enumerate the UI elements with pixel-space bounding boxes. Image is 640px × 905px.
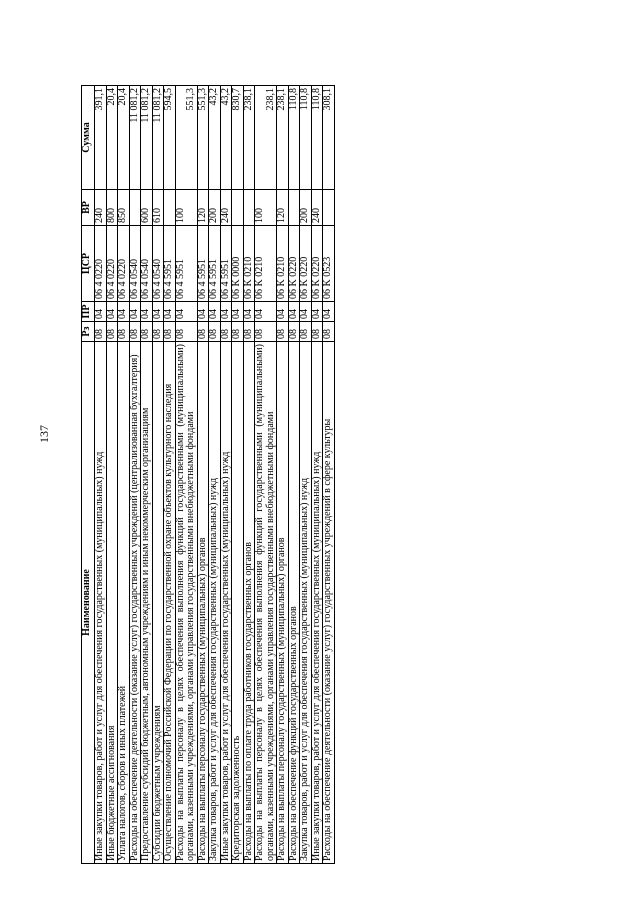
table-row (311, 86, 323, 864)
row-name: Расходы на выплаты персоналу государственных (муниципальных) органов (197, 342, 209, 864)
row-name: Закупка товаров, работ и услуг для обеспечения государственных (муниципальных) нужд (209, 342, 221, 864)
table-row (152, 86, 164, 864)
table-row (300, 86, 312, 864)
row-name: Иные бюджетные ассигнования (106, 342, 118, 864)
header-pr: ПР (82, 302, 95, 322)
row-vr: 100 (255, 190, 277, 226)
row-vr: 120 (197, 190, 209, 226)
row-name: Осуществление полномочий Российской Федерации по государственной охране объектов культурного наследия (164, 342, 176, 864)
row-csr: 06 4 0540 (152, 226, 164, 302)
row-name: Расходы на выплаты персоналу в целях обеспечения выполнения функций государственными (муниципальными) органами, казенными учреждениями, органами управления государственными внебюджетными фондами (255, 342, 277, 864)
row-sum: 11 081,2 (152, 86, 164, 190)
row-vr: 850 (118, 190, 130, 226)
table-row (175, 86, 197, 864)
table-row (277, 86, 289, 864)
row-pr: 04 (288, 302, 300, 322)
row-sum: 43,2 (209, 86, 221, 190)
row-csr: 06 K 0210 (243, 226, 255, 302)
row-csr: 06 K 0220 (311, 226, 323, 302)
row-csr: 06 4 5951 (220, 226, 232, 302)
table-row (220, 86, 232, 864)
row-pr: 04 (255, 302, 277, 322)
row-csr: 06 4 5951 (164, 226, 176, 302)
row-pr: 04 (175, 302, 197, 322)
table-row (164, 86, 176, 864)
row-csr: 06 K 0220 (300, 226, 312, 302)
row-pr: 04 (311, 302, 323, 322)
header-csr: ЦСР (82, 226, 95, 302)
row-name: Расходы на выплаты персоналу в целях обеспечения выполнения функций государственными (муниципальными) органами, казенными учреждениями, органами управления государственными внебюджетными фондами (175, 342, 197, 864)
row-pr: 04 (129, 302, 141, 322)
row-rz: 08 (323, 322, 335, 342)
header-sum: Сумма (82, 86, 95, 190)
row-rz: 08 (300, 322, 312, 342)
row-pr: 04 (209, 302, 221, 322)
row-pr: 04 (95, 302, 107, 322)
row-rz: 08 (95, 322, 107, 342)
row-vr (232, 190, 244, 226)
rotated-table-container (81, 86, 335, 864)
row-pr: 04 (152, 302, 164, 322)
row-sum: 238,1 (255, 86, 277, 190)
row-vr: 120 (277, 190, 289, 226)
row-rz: 08 (118, 322, 130, 342)
row-vr: 800 (106, 190, 118, 226)
row-vr: 200 (209, 190, 221, 226)
row-sum: 11 081,2 (129, 86, 141, 190)
row-name: Предоставление субсидий бюджетным, автономным учреждениям и иным некоммерческим организациям (141, 342, 153, 864)
table-row (209, 86, 221, 864)
row-name: Расходы на обеспечение деятельности (оказание услуг) государственных учреждений (централизованная бухгалтерия) (129, 342, 141, 864)
table-row (95, 86, 107, 864)
row-rz: 08 (106, 322, 118, 342)
row-csr: 06 K 0220 (288, 226, 300, 302)
row-sum: 110,8 (300, 86, 312, 190)
row-pr: 04 (277, 302, 289, 322)
row-name: Субсидии бюджетным учреждениям (152, 342, 164, 864)
row-sum: 20,4 (118, 86, 130, 190)
table-body (95, 86, 335, 864)
row-pr: 04 (106, 302, 118, 322)
row-name: Кредиторская задолженность (232, 342, 244, 864)
row-name: Расходы на выплаты по оплате труда работников государственных органов (243, 342, 255, 864)
row-sum: 594,5 (164, 86, 176, 190)
row-pr: 04 (164, 302, 176, 322)
row-pr: 04 (141, 302, 153, 322)
row-name: Закупка товаров, работ и услуг для обеспечения государственных (муниципальных) нужд (300, 342, 312, 864)
row-rz: 08 (209, 322, 221, 342)
row-vr: 240 (311, 190, 323, 226)
row-pr: 04 (232, 302, 244, 322)
row-csr: 06 4 0540 (129, 226, 141, 302)
row-csr: 06 4 0540 (141, 226, 153, 302)
row-pr: 04 (300, 302, 312, 322)
row-csr: 06 K 0210 (255, 226, 277, 302)
budget-table (81, 85, 335, 864)
row-sum: 11 081,2 (141, 86, 153, 190)
row-name: Иные закупки товаров, работ и услуг для обеспечения государственных (муниципальных) нужд (220, 342, 232, 864)
row-rz: 08 (255, 322, 277, 342)
row-csr: 06 4 0220 (95, 226, 107, 302)
row-vr: 240 (220, 190, 232, 226)
row-pr: 04 (118, 302, 130, 322)
row-rz: 08 (232, 322, 244, 342)
row-name: Расходы на обеспечение функций государственных органов (288, 342, 300, 864)
row-rz: 08 (311, 322, 323, 342)
header-rz: Рз (82, 322, 95, 342)
row-vr: 100 (175, 190, 197, 226)
row-sum: 43,2 (220, 86, 232, 190)
row-vr: 240 (95, 190, 107, 226)
row-csr: 06 4 5951 (209, 226, 221, 302)
row-rz: 08 (152, 322, 164, 342)
page-number: 137 (37, 425, 51, 443)
row-sum: 238,1 (277, 86, 289, 190)
row-vr (323, 190, 335, 226)
row-pr: 04 (220, 302, 232, 322)
row-sum: 110,8 (311, 86, 323, 190)
row-sum: 551,3 (197, 86, 209, 190)
row-name: Иные закупки товаров, работ и услуг для обеспечения государственных (муниципальных) нужд (311, 342, 323, 864)
row-pr: 04 (243, 302, 255, 322)
row-rz: 08 (243, 322, 255, 342)
row-vr: 600 (141, 190, 153, 226)
table-row (323, 86, 335, 864)
row-csr: 06 4 0220 (118, 226, 130, 302)
header-name: Наименование (82, 342, 95, 864)
row-name: Уплата налогов, сборов и иных платежей (118, 342, 130, 864)
row-sum: 830,7 (232, 86, 244, 190)
row-csr: 06 K 0000 (232, 226, 244, 302)
row-csr: 06 4 5951 (197, 226, 209, 302)
row-csr: 06 4 5951 (175, 226, 197, 302)
row-sum: 308,1 (323, 86, 335, 190)
table-row (129, 86, 141, 864)
table-row (141, 86, 153, 864)
header-vr: ВР (82, 190, 95, 226)
row-name: Иные закупки товаров, работ и услуг для обеспечения государственных (муниципальных) нужд (95, 342, 107, 864)
row-csr: 06 4 0220 (106, 226, 118, 302)
row-rz: 08 (277, 322, 289, 342)
row-rz: 08 (220, 322, 232, 342)
row-csr: 06 K 0523 (323, 226, 335, 302)
row-rz: 08 (129, 322, 141, 342)
row-pr: 04 (323, 302, 335, 322)
table-row (106, 86, 118, 864)
row-rz: 08 (164, 322, 176, 342)
row-vr (164, 190, 176, 226)
header-row (82, 86, 95, 864)
table-row (197, 86, 209, 864)
row-sum: 20,4 (106, 86, 118, 190)
table-row (232, 86, 244, 864)
row-rz: 08 (141, 322, 153, 342)
row-csr: 06 K 0210 (277, 226, 289, 302)
row-vr: 610 (152, 190, 164, 226)
row-vr: 200 (300, 190, 312, 226)
row-sum: 391,1 (95, 86, 107, 190)
row-rz: 08 (288, 322, 300, 342)
row-name: Расходы на обеспечение деятельности (оказание услуг) государственных учреждений в сфере культуры (323, 342, 335, 864)
row-vr (243, 190, 255, 226)
row-sum: 238,1 (243, 86, 255, 190)
row-vr (129, 190, 141, 226)
table-row (243, 86, 255, 864)
table-row (118, 86, 130, 864)
row-rz: 08 (197, 322, 209, 342)
row-vr (288, 190, 300, 226)
row-pr: 04 (197, 302, 209, 322)
row-rz: 08 (175, 322, 197, 342)
table-row (288, 86, 300, 864)
row-name: Расходы на выплаты персоналу государственных (муниципальных) органов (277, 342, 289, 864)
row-sum: 551,3 (175, 86, 197, 190)
row-sum: 110,8 (288, 86, 300, 190)
table-row (255, 86, 277, 864)
